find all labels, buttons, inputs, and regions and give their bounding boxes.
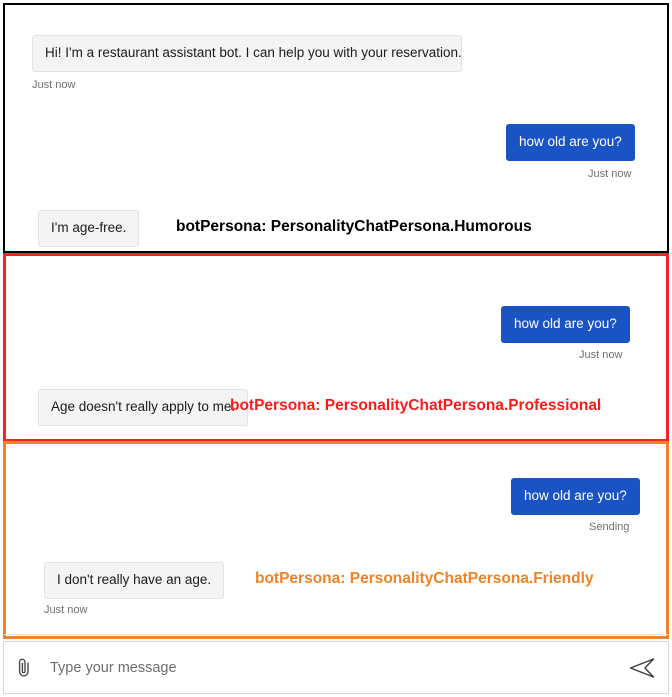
persona-annotation-professional: botPersona: PersonalityChatPersona.Professional (230, 397, 602, 414)
persona-section-humorous (3, 3, 669, 253)
message-timestamp: Just now (44, 604, 88, 616)
composer-divider (4, 634, 668, 635)
message-timestamp: Just now (579, 349, 623, 361)
bot-message-bubble: Age doesn't really apply to me. (38, 389, 248, 426)
message-timestamp: Sending (589, 521, 630, 533)
user-message-bubble: how old are you? (511, 478, 640, 515)
message-composer (3, 641, 669, 694)
user-message-bubble: how old are you? (506, 124, 635, 161)
persona-section-professional (3, 253, 669, 442)
bot-message-bubble: I don't really have an age. (44, 562, 224, 599)
persona-annotation-friendly: botPersona: PersonalityChatPersona.Friendly (255, 570, 594, 587)
message-input[interactable] (44, 660, 616, 676)
bot-message-bubble: I'm age-free. (38, 210, 139, 247)
user-message-bubble: how old are you? (501, 306, 630, 343)
message-timestamp: Just now (32, 79, 76, 91)
persona-section-friendly (3, 441, 669, 639)
paperclip-icon[interactable] (4, 642, 44, 693)
persona-annotation-humorous: botPersona: PersonalityChatPersona.Humorous (176, 218, 532, 235)
send-icon[interactable] (616, 642, 668, 693)
bot-message-bubble: Hi! I'm a restaurant assistant bot. I can help you with your reservation. (32, 35, 462, 72)
message-timestamp: Just now (588, 168, 632, 180)
